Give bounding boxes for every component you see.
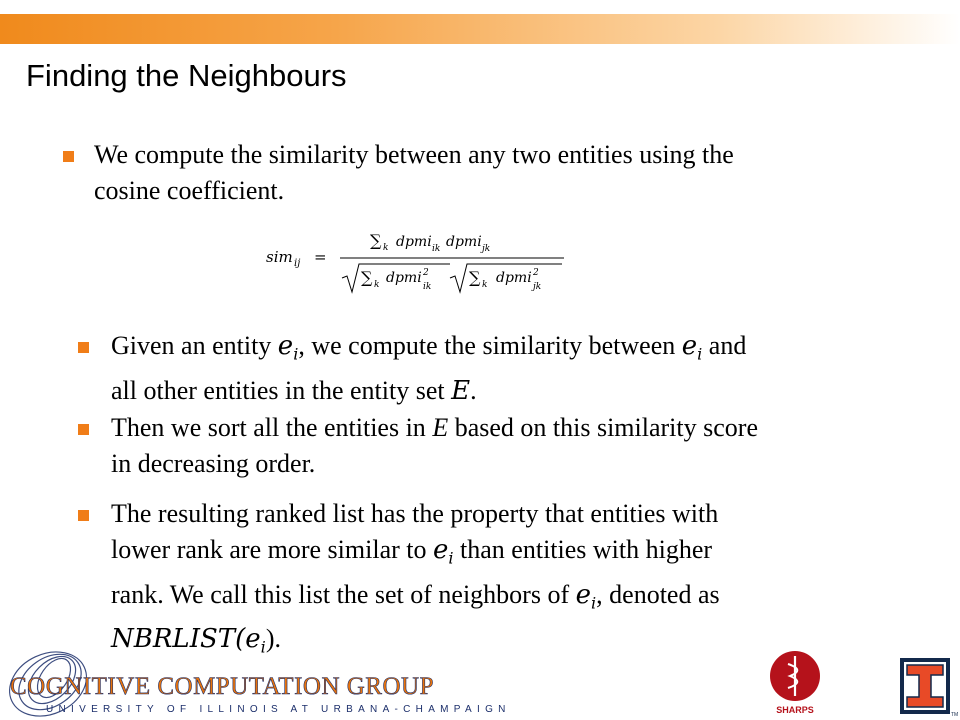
math-entity bbox=[277, 331, 299, 364]
math-i: i bbox=[448, 548, 454, 568]
university-name: UNIVERSITY OF ILLINOIS AT URBANA-CHAMPAIGN bbox=[46, 704, 511, 715]
sharps-label: SHARPS bbox=[776, 705, 814, 715]
formula-sum-den-1-sub: k bbox=[374, 280, 380, 290]
bullet-marker bbox=[78, 424, 89, 435]
bullet-marker bbox=[78, 510, 89, 521]
sharps-logo bbox=[766, 650, 824, 716]
text-span: ). bbox=[265, 624, 281, 654]
formula-sum-num: ∑ bbox=[370, 231, 382, 250]
title-accent-bar bbox=[0, 14, 960, 44]
math-i: i bbox=[293, 344, 299, 364]
bullet-marker bbox=[63, 151, 74, 162]
bullet-2-line-1 bbox=[111, 328, 746, 373]
text-span: and bbox=[702, 331, 747, 360]
formula-num-term-1-sub: ik bbox=[432, 244, 441, 254]
math-e: e bbox=[433, 535, 449, 565]
formula-sum-den-2-sub: k bbox=[482, 280, 488, 290]
math-entity bbox=[681, 331, 703, 364]
bullet-4-line-2 bbox=[111, 532, 720, 577]
formula-equals: = bbox=[314, 248, 327, 266]
bullet-1-line-2: cosine coefficient. bbox=[94, 176, 285, 205]
bullet-2-line-2 bbox=[111, 373, 746, 409]
formula-lhs-sub: ij bbox=[294, 258, 301, 269]
text-span: Then we sort all the entities in bbox=[111, 413, 433, 442]
text-span: , we compute the similarity between bbox=[298, 331, 682, 360]
math-entity bbox=[575, 579, 597, 613]
text-span: , denoted as bbox=[596, 579, 720, 609]
formula-den-term-2: dpmi bbox=[496, 270, 532, 286]
formula-sum-num-sub: k bbox=[383, 243, 389, 253]
formula-den-term-2-sup: 2 bbox=[533, 268, 539, 278]
illinois-block-i-logo bbox=[898, 656, 960, 718]
trademark-label: TM bbox=[951, 712, 959, 718]
formula-num-term-1: dpmi bbox=[396, 234, 432, 250]
math-i: i bbox=[260, 637, 266, 657]
bullet-1-line-1: We compute the similarity between any two entities using the bbox=[94, 140, 734, 169]
math-entity bbox=[433, 535, 454, 568]
formula-den-term-1-sub: ik bbox=[423, 282, 432, 292]
bullet-marker bbox=[78, 342, 89, 353]
text-span: all other entities in the entity set bbox=[111, 375, 452, 405]
cognitive-computation-group-logo bbox=[0, 636, 511, 720]
math-i: i bbox=[697, 344, 703, 364]
text-span: . bbox=[470, 375, 477, 405]
math-nbrlist: NBRLIST( bbox=[111, 624, 246, 655]
formula-num-term-2-sub: jk bbox=[482, 244, 491, 254]
cosine-formula bbox=[262, 226, 567, 298]
group-name: COGNITIVE COMPUTATION GROUP bbox=[10, 673, 434, 700]
formula-lhs: sim bbox=[266, 248, 293, 266]
formula-den-term-1: dpmi bbox=[386, 270, 422, 286]
bullet-3-line-1 bbox=[111, 410, 758, 446]
formula-den-term-2-sub: jk bbox=[533, 282, 542, 292]
math-set: E bbox=[432, 413, 449, 442]
formula-sum-den-1: ∑ bbox=[361, 268, 373, 287]
bullet-text-2 bbox=[111, 328, 746, 409]
text-span: rank. We call this list the set of neighbors of bbox=[111, 579, 576, 609]
bullet-text-3 bbox=[111, 410, 758, 482]
math-set: E bbox=[451, 375, 471, 406]
text-span: than entities with higher bbox=[453, 535, 713, 564]
math-e: e bbox=[277, 331, 294, 361]
formula-sum-den-2: ∑ bbox=[469, 268, 481, 287]
math-e: e bbox=[245, 624, 261, 655]
text-span: based on this similarity score bbox=[448, 413, 758, 442]
text-span: Given an entity bbox=[111, 331, 278, 360]
bullet-4-line-3 bbox=[111, 577, 720, 622]
math-e: e bbox=[575, 579, 592, 610]
bullet-3-line-2: in decreasing order. bbox=[111, 449, 316, 478]
formula-den-term-1-sup: 2 bbox=[423, 268, 429, 278]
bullet-text-1 bbox=[94, 137, 734, 209]
text-span: lower rank are more similar to bbox=[111, 535, 433, 564]
math-e: e bbox=[681, 331, 698, 361]
slide-title: Finding the Neighbours bbox=[26, 58, 347, 93]
math-i: i bbox=[591, 593, 597, 613]
bullet-4-line-1: The resulting ranked list has the property that entities with bbox=[111, 499, 719, 528]
formula-num-term-2: dpmi bbox=[446, 234, 482, 250]
